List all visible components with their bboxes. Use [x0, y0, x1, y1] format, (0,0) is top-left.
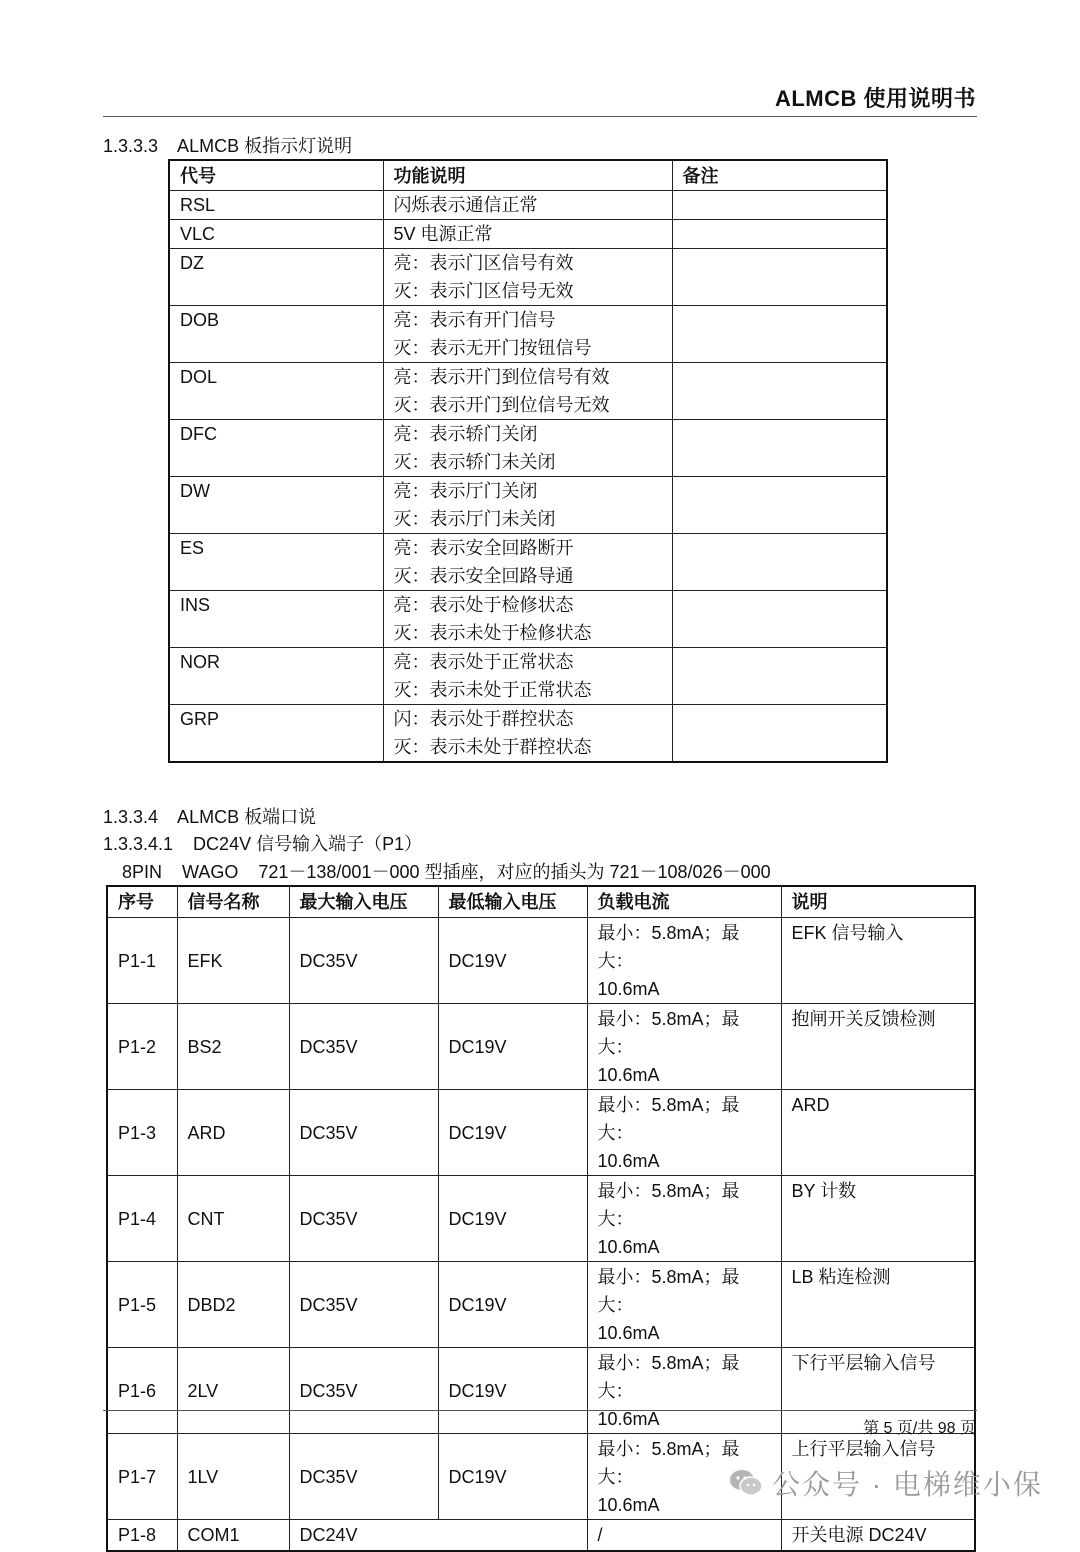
description-cell: LB 粘连检测: [781, 1262, 975, 1348]
led-function-line: 闪：表示处于群控状态: [393, 709, 574, 729]
led-code-cell: DFC: [169, 420, 383, 477]
led-function-line: 亮：表示开门到位信号有效: [393, 367, 610, 387]
description-cell: 上行平层输入信号: [781, 1434, 975, 1520]
header-cell-desc: 说明: [781, 886, 975, 918]
table-row: [169, 363, 887, 420]
table-header-row: [107, 886, 975, 918]
table-row: [107, 1520, 975, 1552]
led-section-heading: 1.3.3.3 ALMCB 板指示灯说明: [103, 136, 353, 156]
header-cell-no: 序号: [107, 886, 177, 918]
led-note-cell: [672, 648, 887, 705]
header-cell-min-voltage: 最低输入电压: [438, 886, 587, 918]
load-current-line: 最小：5.8mA；最大：: [597, 1267, 740, 1315]
load-current-line: 10.6mA: [597, 1409, 660, 1429]
p1-heading: 1.3.3.4.1 DC24V 信号输入端子（P1）: [103, 834, 423, 854]
table-row: [107, 1090, 975, 1176]
description-cell: EFK 信号输入: [781, 918, 975, 1004]
led-code-cell: RSL: [169, 191, 383, 220]
led-function-line: 亮：表示安全回路断开: [393, 538, 574, 558]
watermark: [728, 1463, 1043, 1503]
load-current-line: 10.6mA: [597, 1495, 660, 1515]
pin-number-cell: P1-5: [107, 1262, 177, 1348]
description-cell: ARD: [781, 1090, 975, 1176]
load-current-cell: /: [587, 1520, 781, 1552]
led-function-line: 亮：表示有开门信号: [393, 310, 556, 330]
led-indicator-table: [168, 159, 888, 763]
load-current-cell: [587, 1004, 781, 1090]
pin-number-cell: P1-2: [107, 1004, 177, 1090]
load-current-cell: [587, 1090, 781, 1176]
led-function-line: 灭：表示开门到位信号无效: [393, 395, 610, 415]
load-current-cell: [587, 1176, 781, 1262]
signal-name-cell: CNT: [177, 1176, 289, 1262]
led-function-line: 灭：表示轿门未关闭: [393, 452, 556, 472]
min-voltage-cell: DC19V: [438, 1262, 587, 1348]
table-row: [169, 648, 887, 705]
min-voltage-cell: DC19V: [438, 1434, 587, 1520]
header-cell-signal: 信号名称: [177, 886, 289, 918]
load-current-line: 10.6mA: [597, 1151, 660, 1171]
header-cell-max-voltage: 最大输入电压: [289, 886, 438, 918]
table-row: [107, 1004, 975, 1090]
voltage-cell: DC24V: [289, 1520, 587, 1552]
footer-divider: [103, 1410, 977, 1411]
led-note-cell: [672, 306, 887, 363]
led-function-cell: [383, 191, 672, 220]
led-function-cell: [383, 534, 672, 591]
load-current-line: 最小：5.8mA；最大：: [597, 1181, 740, 1229]
description-cell: 下行平层输入信号: [781, 1348, 975, 1434]
p1-connector-spec: 8PIN WAGO 721－138/001－000 型插座，对应的插头为 721－108/026－000: [122, 862, 771, 882]
table-header-row: [169, 160, 887, 191]
min-voltage-cell: DC19V: [438, 1090, 587, 1176]
pin-number-cell: P1-1: [107, 918, 177, 1004]
led-function-line: 灭：表示安全回路导通: [393, 566, 574, 586]
pin-number-cell: P1-6: [107, 1348, 177, 1434]
led-function-line: 灭：表示未处于检修状态: [393, 623, 592, 643]
led-note-cell: [672, 534, 887, 591]
max-voltage-cell: DC35V: [289, 1348, 438, 1434]
description-cell: BY 计数: [781, 1176, 975, 1262]
table-row: [169, 249, 887, 306]
led-code-cell: DW: [169, 477, 383, 534]
led-code-cell: DOL: [169, 363, 383, 420]
min-voltage-cell: DC19V: [438, 1348, 587, 1434]
led-function-line: 亮：表示轿门关闭: [393, 424, 538, 444]
pin-number-cell: P1-4: [107, 1176, 177, 1262]
description-cell: 抱闸开关反馈检测: [781, 1004, 975, 1090]
wechat-icon: [728, 1467, 764, 1499]
page-number: 第 5 页/共 98 页: [863, 1420, 976, 1437]
led-note-cell: [672, 420, 887, 477]
led-function-cell: [383, 363, 672, 420]
load-current-line: 10.6mA: [597, 1065, 660, 1085]
load-current-line: 10.6mA: [597, 1323, 660, 1343]
load-current-line: 10.6mA: [597, 979, 660, 999]
led-function-cell: [383, 220, 672, 249]
load-current-line: 10.6mA: [597, 1237, 660, 1257]
led-code-cell: DZ: [169, 249, 383, 306]
load-current-line: 最小：5.8mA；最大：: [597, 1439, 740, 1487]
led-function-line: 灭：表示未处于正常状态: [393, 680, 592, 700]
led-function-cell: [383, 705, 672, 763]
led-function-line: 亮：表示处于正常状态: [393, 652, 574, 672]
led-function-line: 亮：表示处于检修状态: [393, 595, 574, 615]
port-section-heading: 1.3.3.4 ALMCB 板端口说: [103, 807, 317, 827]
description-cell: 开关电源 DC24V: [781, 1520, 975, 1552]
table-row: [169, 591, 887, 648]
header-cell-code: 代号: [169, 160, 383, 191]
load-current-line: 最小：5.8mA；最大：: [597, 1009, 740, 1057]
led-function-line: 灭：表示无开门按钮信号: [393, 338, 592, 358]
table-row: [107, 1262, 975, 1348]
pin-number-cell: P1-8: [107, 1520, 177, 1552]
max-voltage-cell: DC35V: [289, 1090, 438, 1176]
min-voltage-cell: DC19V: [438, 1176, 587, 1262]
led-function-cell: [383, 477, 672, 534]
load-current-line: 最小：5.8mA；最大：: [597, 923, 740, 971]
max-voltage-cell: DC35V: [289, 1004, 438, 1090]
table-row: [107, 918, 975, 1004]
led-function-line: 灭：表示未处于群控状态: [393, 737, 592, 757]
led-note-cell: [672, 477, 887, 534]
load-current-cell: [587, 918, 781, 1004]
led-note-cell: [672, 249, 887, 306]
signal-name-cell: 2LV: [177, 1348, 289, 1434]
led-function-cell: [383, 249, 672, 306]
signal-name-cell: EFK: [177, 918, 289, 1004]
led-code-cell: GRP: [169, 705, 383, 763]
table-row: [107, 1176, 975, 1262]
pin-number-cell: P1-7: [107, 1434, 177, 1520]
max-voltage-cell: DC35V: [289, 1262, 438, 1348]
led-function-cell: [383, 591, 672, 648]
led-function-cell: [383, 648, 672, 705]
load-current-line: 最小：5.8mA；最大：: [597, 1095, 740, 1143]
led-function-line: 亮：表示厅门关闭: [393, 481, 538, 501]
led-code-cell: VLC: [169, 220, 383, 249]
led-note-cell: [672, 591, 887, 648]
signal-name-cell: DBD2: [177, 1262, 289, 1348]
led-function-cell: [383, 306, 672, 363]
table-row: [169, 705, 887, 763]
watermark-text: 公众号 · 电梯维小保: [772, 1469, 1043, 1500]
header-cell-load: 负载电流: [587, 886, 781, 918]
led-code-cell: INS: [169, 591, 383, 648]
led-function-line: 灭：表示门区信号无效: [393, 281, 574, 301]
max-voltage-cell: DC35V: [289, 1434, 438, 1520]
signal-name-cell: COM1: [177, 1520, 289, 1552]
led-function-line: 灭：表示厅门未关闭: [393, 509, 556, 529]
led-code-cell: NOR: [169, 648, 383, 705]
table-row: [169, 420, 887, 477]
header-divider: [103, 116, 977, 117]
max-voltage-cell: DC35V: [289, 918, 438, 1004]
header-cell-function: 功能说明: [383, 160, 672, 191]
document-title: ALMCB 使用说明书: [774, 86, 976, 111]
table-row: [169, 220, 887, 249]
pin-number-cell: P1-3: [107, 1090, 177, 1176]
p1-port-table: [106, 885, 976, 1552]
signal-name-cell: ARD: [177, 1090, 289, 1176]
max-voltage-cell: DC35V: [289, 1176, 438, 1262]
table-row: [169, 306, 887, 363]
led-function-line: 闪烁表示通信正常: [393, 195, 538, 215]
load-current-line: 最小：5.8mA；最大：: [597, 1353, 740, 1401]
min-voltage-cell: DC19V: [438, 918, 587, 1004]
table-row: [169, 534, 887, 591]
signal-name-cell: BS2: [177, 1004, 289, 1090]
led-note-cell: [672, 220, 887, 249]
header-cell-note: 备注: [672, 160, 887, 191]
led-function-cell: [383, 420, 672, 477]
table-row: [169, 191, 887, 220]
min-voltage-cell: DC19V: [438, 1004, 587, 1090]
load-current-cell: [587, 1262, 781, 1348]
table-row: [107, 1348, 975, 1434]
led-function-line: 亮：表示门区信号有效: [393, 253, 574, 273]
led-code-cell: DOB: [169, 306, 383, 363]
table-row: [169, 477, 887, 534]
led-note-cell: [672, 363, 887, 420]
led-note-cell: [672, 191, 887, 220]
signal-name-cell: 1LV: [177, 1434, 289, 1520]
led-function-line: 5V 电源正常: [393, 224, 493, 244]
led-note-cell: [672, 705, 887, 763]
led-code-cell: ES: [169, 534, 383, 591]
load-current-cell: [587, 1348, 781, 1434]
